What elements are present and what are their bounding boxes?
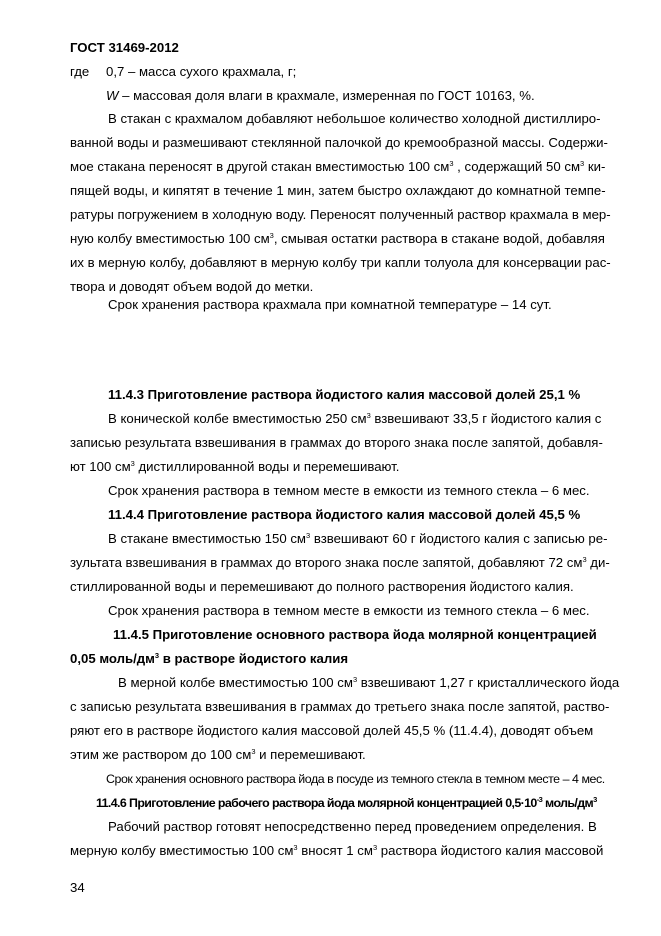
- s1143-line-3: [70, 459, 399, 475]
- starch-line-2: ванной воды и размешивают стеклянной палочкой до кремообразной массы. Содержи-: [70, 135, 608, 150]
- text-span: взвешивают 60 г йодистого калия с записью ре-: [310, 531, 608, 546]
- text-span: в растворе йодистого калия: [159, 651, 349, 666]
- s1143-storage: Срок хранения раствора в темном месте в емкости из темного стекла – 6 мес.: [108, 483, 590, 498]
- page-number: 34: [70, 880, 85, 895]
- starch-line-5: ратуры погружением в холодную воду. Переносят полученный раствор крахмала в мер-: [70, 207, 611, 222]
- starch-line-7: их в мерную колбу, добавляют в мерную колбу три капли толуола для консервации рас-: [70, 255, 611, 270]
- text-span: В стакане вместимостью 150 см: [108, 531, 306, 546]
- superscript: 3: [251, 747, 256, 756]
- s1145-line-2: с записью результата взвешивания в граммах до третьего знака после запятой, раство-: [70, 699, 610, 714]
- text-span: ют 100 см: [70, 459, 131, 474]
- s1144-line-2: [70, 555, 610, 571]
- text-span: взвешивают 33,5 г йодистого калия с: [370, 411, 602, 426]
- text-span: ди-: [586, 555, 610, 570]
- text-span: , содержащий 50 см: [453, 159, 581, 174]
- text-span: В конической колбе вместимостью 250 см: [108, 411, 367, 426]
- text-span: дистиллированной воды и перемешивают.: [134, 459, 400, 474]
- text-span: ки-: [584, 159, 606, 174]
- section-11-4-5-title-line-1: 11.4.5 Приготовление основного раствора йода молярной концентрацией: [113, 627, 597, 642]
- s1145-line-1: [118, 675, 620, 691]
- superscript: 3: [352, 675, 358, 684]
- text-span: взвешивают 1,27 г кристаллического йода: [357, 675, 620, 690]
- superscript: 3: [366, 411, 371, 420]
- text-span: В мерной колбе вместимостью 100 см: [118, 675, 353, 690]
- superscript: 3: [593, 795, 597, 804]
- s1146-line-1: Рабочий раствор готовят непосредственно перед проведением определения. В: [108, 819, 597, 834]
- s1143-line-1: [108, 411, 602, 427]
- superscript: 3: [580, 159, 585, 168]
- s1145-line-4: [70, 747, 366, 763]
- superscript: 3: [154, 651, 160, 660]
- starch-line-6: [70, 231, 605, 247]
- superscript: 3: [449, 159, 454, 168]
- formula-legend-line1: 0,7 – масса сухого крахмала, г;: [106, 64, 297, 79]
- legend-text: – массовая доля влаги в крахмале, измеренная по ГОСТ 10163, %.: [118, 88, 535, 103]
- superscript: 3: [306, 531, 311, 540]
- starch-storage: Срок хранения раствора крахмала при комнатной температуре – 14 сут.: [108, 297, 552, 312]
- text-span: вносят 1 см: [297, 843, 373, 858]
- text-span: моль/дм: [542, 796, 594, 810]
- superscript: 3: [372, 843, 378, 852]
- text-span: ную колбу вместимостью 100 см: [70, 231, 270, 246]
- starch-line-1: В стакан с крахмалом добавляют небольшое количество холодной дистиллиро-: [108, 111, 601, 126]
- s1145-storage: Срок хранения основного раствора йода в посуде из темного стекла в темном месте – 4 мес.: [106, 772, 605, 786]
- superscript: -3: [536, 795, 543, 804]
- text-span: мое стакана переносят в другой стакан вместимостью 100 см: [70, 159, 450, 174]
- text-span: этим же раствором до 100 см: [70, 747, 252, 762]
- s1144-line-3: стиллированной воды и перемешивают до полного растворения йодистого калия.: [70, 579, 574, 594]
- text-span: мерную колбу вместимостью 100 см: [70, 843, 294, 858]
- text-span: 11.4.6 Приготовление рабочего раствора йода молярной концентрацией 0,5·10: [96, 796, 537, 810]
- text-span: и перемешивают.: [255, 747, 366, 762]
- section-11-4-6-title: [96, 795, 597, 811]
- s1144-line-1: [108, 531, 608, 547]
- starch-line-3: [70, 159, 606, 175]
- standard-header: ГОСТ 31469-2012: [70, 40, 179, 55]
- s1146-line-2: [70, 843, 604, 859]
- text-span: раствора йодистого калия массовой: [377, 843, 604, 858]
- s1144-storage: Срок хранения раствора в темном месте в емкости из темного стекла – 6 мес.: [108, 603, 590, 618]
- text-span: зультата взвешивания в граммах до второго знака после запятой, добавляют 72 см: [70, 555, 583, 570]
- superscript: 3: [130, 459, 135, 468]
- text-span: , смывая остатки раствора в стакане водой, добавляя: [273, 231, 605, 246]
- s1143-line-2: записью результата взвешивания в граммах до второго знака после запятой, добавля-: [70, 435, 603, 450]
- section-11-4-4-title: 11.4.4 Приготовление раствора йодистого калия массовой долей 45,5 %: [108, 507, 581, 522]
- section-11-4-3-title: 11.4.3 Приготовление раствора йодистого калия массовой долей 25,1 %: [108, 387, 581, 402]
- formula-legend-where: где: [70, 64, 90, 79]
- text-span: 0,05 моль/дм: [70, 651, 155, 666]
- section-11-4-5-title-line-2: [70, 651, 348, 667]
- s1145-line-3: ряют его в растворе йодистого калия массовой долей 45,5 % (11.4.4), доводят объем: [70, 723, 594, 738]
- superscript: 3: [293, 843, 298, 852]
- superscript: 3: [582, 555, 587, 564]
- starch-line-4: пящей воды, и кипятят в течение 1 мин, затем быстро охлаждают до комнатной темпе-: [70, 183, 606, 198]
- formula-legend-line2: [106, 88, 535, 104]
- starch-line-8: твора и доводят объем водой до метки.: [70, 279, 314, 294]
- w-symbol: W: [106, 88, 119, 103]
- superscript: 3: [269, 231, 274, 240]
